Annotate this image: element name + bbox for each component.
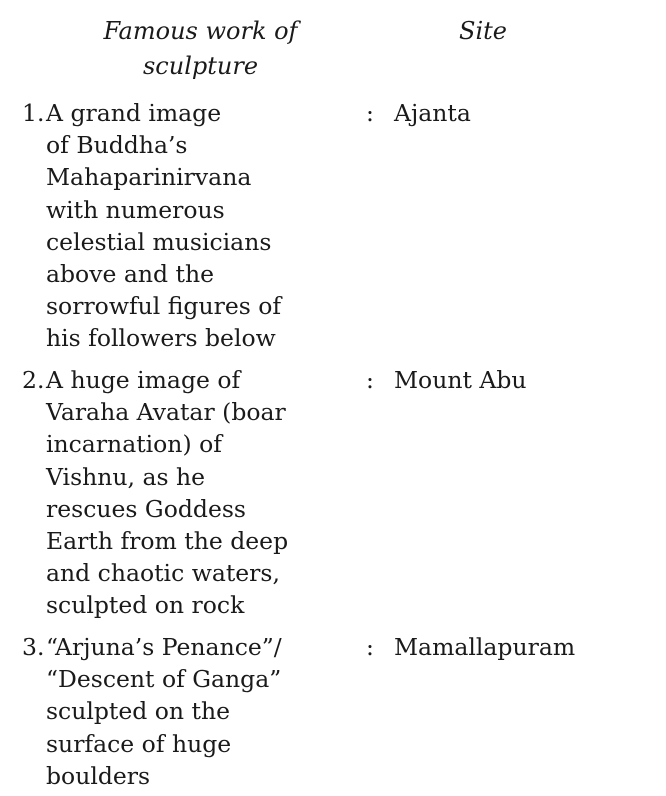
- item-site: Mamallapuram: [394, 633, 576, 661]
- description-line: sculpted on rock: [46, 591, 245, 620]
- item-number: 2.: [22, 366, 45, 394]
- column-header-famous-work: [78, 14, 323, 84]
- column-header-famous-work-line2: sculpture: [142, 52, 259, 80]
- description-line: “Descent of Ganga”: [46, 665, 282, 694]
- column-header-famous-work-line1: Famous work of: [103, 17, 298, 45]
- description-line: boulders: [46, 761, 151, 790]
- description-line: with numerous: [46, 195, 225, 224]
- description-line: and chaotic waters,: [46, 559, 280, 588]
- item-description: [46, 631, 366, 792]
- description-line: incarnation) of: [46, 430, 222, 459]
- description-line: Vishnu, as he: [46, 462, 206, 491]
- description-line: above and the: [46, 260, 214, 289]
- description-line: sorrowful figures of: [46, 292, 282, 321]
- item-separator: :: [366, 366, 374, 394]
- description-line: Earth from the deep: [46, 527, 289, 556]
- description-line: “Arjuna’s Penance”/: [46, 633, 282, 661]
- item-separator: :: [366, 633, 374, 661]
- description-line: his followers below: [46, 324, 276, 353]
- list-item: [0, 364, 666, 624]
- description-line: sculpted on the: [46, 697, 231, 726]
- description-line: celestial musicians: [46, 227, 272, 256]
- item-number: 1.: [22, 99, 45, 127]
- item-description: [46, 364, 366, 622]
- description-line: rescues Goddess: [46, 494, 246, 523]
- description-line: surface of huge: [46, 729, 232, 758]
- list-item: [0, 97, 666, 357]
- item-description: [46, 97, 366, 355]
- description-line: of Buddha’s: [46, 131, 188, 160]
- description-line: Varaha Avatar (boar: [46, 398, 286, 427]
- item-site: Ajanta: [394, 99, 471, 127]
- description-line: A huge image of: [46, 366, 241, 394]
- item-separator: :: [366, 99, 374, 127]
- item-site: Mount Abu: [394, 366, 527, 394]
- list-item: [0, 631, 666, 796]
- description-line: A grand image: [46, 99, 222, 127]
- column-header-site: Site: [459, 17, 507, 45]
- item-number: 3.: [22, 633, 45, 661]
- description-line: Mahaparinirvana: [46, 163, 252, 192]
